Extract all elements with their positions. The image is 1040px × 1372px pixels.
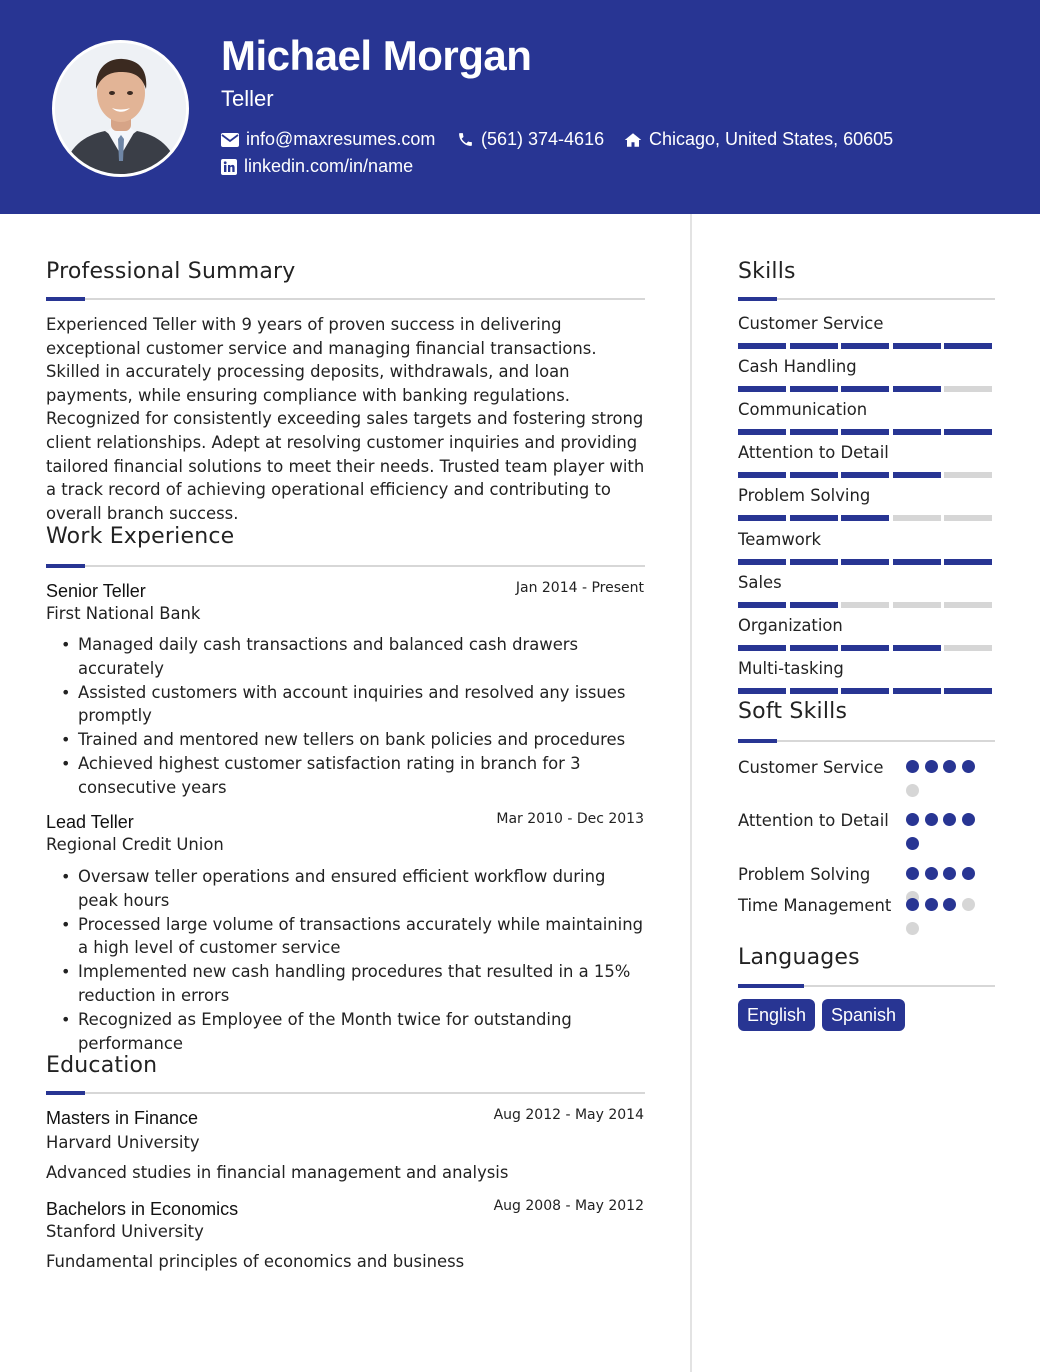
skill-segment-empty — [944, 515, 992, 521]
skill-segment-filled — [893, 559, 941, 565]
skill-segment-filled — [738, 559, 786, 565]
rating-dot-filled — [906, 760, 919, 773]
experience-heading: Work Experience — [46, 524, 235, 549]
skill-level-bar — [738, 429, 993, 435]
soft-skill-name: Problem Solving — [738, 865, 871, 884]
list-item: • Managed daily cash transactions and balanced cash drawers accurately — [56, 633, 646, 681]
skill-segment-filled — [790, 343, 838, 349]
summary-text: Experienced Teller with 9 years of proven success in delivering exceptional customer service and managing financial transactions. Skilled in accurately processing deposits, withdrawals, and loan payments, while ensuring compliance with banking regulations. Recognized for consistently exceeding sales targets and fostering strong client relationships. Adept at resolving customer inquiries and providing tailored financial solutions to meet their needs. Trusted team player with a track record of achieving operational efficiency and contributing to overall branch success. — [46, 315, 645, 523]
skill-segment-filled — [790, 645, 838, 651]
skill-level-bar — [738, 472, 993, 478]
summary-rule — [46, 298, 645, 300]
skill-segment-filled — [790, 559, 838, 565]
envelope-icon — [221, 133, 239, 147]
rating-dot-filled — [943, 867, 956, 880]
skill-name: Problem Solving — [738, 486, 871, 506]
skill-segment-filled — [738, 472, 786, 478]
degree-1: Masters in Finance — [46, 1108, 199, 1128]
list-item: • Oversaw teller operations and ensured efficient workflow during peak hours — [56, 865, 646, 913]
experience-rule — [46, 565, 645, 567]
education-heading: Education — [46, 1053, 158, 1078]
list-item: • Processed large volume of transactions accurately while maintaining a high level of customer service — [56, 913, 646, 961]
rating-dot-filled — [943, 898, 956, 911]
skill-segment-filled — [841, 343, 889, 349]
rating-dot-filled — [943, 813, 956, 826]
skill-segment-filled — [738, 688, 786, 694]
job-title-1: Senior Teller — [46, 581, 146, 601]
rating-dot-empty — [962, 898, 975, 911]
list-item: • Achieved highest customer satisfaction rating in branch for 3 consecutive years — [56, 752, 646, 800]
skill-segment-empty — [893, 602, 941, 608]
skill-name: Sales — [738, 572, 782, 592]
skill-segment-filled — [738, 645, 786, 651]
rating-dot-filled — [906, 867, 919, 880]
skill-level-bar — [738, 602, 993, 608]
skills-accent — [738, 297, 777, 301]
skill-segment-filled — [841, 645, 889, 651]
skill-name: Communication — [738, 400, 868, 420]
skill-name: Customer Service — [738, 314, 884, 333]
phone-contact[interactable] — [457, 129, 604, 150]
location-contact — [624, 129, 893, 150]
skill-segment-filled — [790, 429, 838, 435]
skill-segment-filled — [841, 472, 889, 478]
job-title: Teller — [221, 86, 274, 111]
language-badge-spanish: Spanish — [822, 999, 905, 1031]
rating-dot-filled — [906, 837, 919, 850]
experience-accent — [46, 564, 85, 568]
skill-level-bar — [738, 688, 993, 694]
job-dates-1: Jan 2014 - Present — [515, 580, 644, 596]
job-company-1: First National Bank — [46, 604, 201, 623]
rating-dot-filled — [943, 760, 956, 773]
languages-accent — [738, 984, 804, 988]
column-divider — [690, 214, 692, 1372]
skill-level-bar — [738, 386, 993, 392]
resume-header — [0, 0, 1040, 214]
candidate-name: Michael Morgan — [221, 32, 532, 79]
skill-segment-filled — [841, 386, 889, 392]
job-bullets-2 — [56, 865, 646, 1055]
school-2: Stanford University — [46, 1222, 204, 1241]
rating-dot-filled — [906, 813, 919, 826]
summary-heading: Professional Summary — [46, 259, 296, 284]
school-1: Harvard University — [46, 1133, 200, 1152]
rating-dot-filled — [925, 867, 938, 880]
rating-dot-filled — [925, 813, 938, 826]
home-icon — [624, 132, 642, 148]
skill-segment-filled — [893, 645, 941, 651]
skill-name: Cash Handling — [738, 357, 857, 377]
skill-segment-filled — [893, 386, 941, 392]
skill-level-bar — [738, 515, 993, 521]
job-title-2: Lead Teller — [46, 812, 134, 832]
skill-segment-filled — [893, 429, 941, 435]
education-rule — [46, 1092, 645, 1094]
location-text: Chicago, United States, 60605 — [649, 129, 894, 149]
profile-photo-illustration — [55, 43, 186, 174]
skill-segment-filled — [738, 386, 786, 392]
list-item: • Implemented new cash handling procedures that resulted in a 15% reduction in errors — [56, 960, 646, 1008]
education-description-1: Advanced studies in financial management and analysis — [46, 1163, 509, 1182]
skill-segment-filled — [893, 343, 941, 349]
degree-2: Bachelors in Economics — [46, 1199, 239, 1219]
education-dates-2: Aug 2008 - May 2012 — [493, 1198, 644, 1214]
skill-segment-filled — [738, 515, 786, 521]
skill-segment-filled — [738, 429, 786, 435]
skill-name: Attention to Detail — [738, 443, 889, 463]
list-item: • Trained and mentored new tellers on bank policies and procedures — [56, 728, 646, 752]
rating-dot-empty — [906, 784, 919, 797]
soft-skill-name: Customer Service — [738, 758, 884, 777]
languages-heading: Languages — [738, 945, 860, 970]
skill-segment-empty — [893, 515, 941, 521]
soft-skills-heading: Soft Skills — [738, 699, 848, 724]
skill-segment-empty — [944, 472, 992, 478]
skill-segment-filled — [841, 688, 889, 694]
skill-segment-filled — [944, 688, 992, 694]
phone-text: (561) 374-4616 — [481, 129, 605, 149]
skill-segment-filled — [738, 343, 786, 349]
summary-accent — [46, 297, 85, 301]
skill-name: Organization — [738, 615, 843, 635]
rating-dot-filled — [962, 813, 975, 826]
skill-level-bar — [738, 645, 993, 651]
linkedin-text: linkedin.com/in/name — [244, 156, 414, 176]
skill-segment-filled — [944, 343, 992, 349]
education-description-2: Fundamental principles of economics and business — [46, 1252, 465, 1271]
skill-segment-empty — [944, 602, 992, 608]
skill-segment-filled — [790, 472, 838, 478]
skill-segment-filled — [790, 602, 838, 608]
job-bullets-1 — [56, 633, 646, 800]
email-contact[interactable] — [221, 129, 435, 150]
skill-segment-empty — [944, 645, 992, 651]
rating-dot-empty — [906, 922, 919, 935]
rating-dot-filled — [906, 898, 919, 911]
skill-level-bar — [738, 343, 993, 349]
linkedin-icon — [221, 159, 237, 175]
soft-skills-accent — [738, 739, 777, 743]
skill-segment-filled — [944, 559, 992, 565]
soft-skill-name: Time Management — [738, 896, 892, 915]
list-item: • Assisted customers with account inquiries and resolved any issues promptly — [56, 681, 646, 729]
skill-segment-filled — [893, 688, 941, 694]
rating-dot-filled — [925, 760, 938, 773]
skill-segment-filled — [790, 688, 838, 694]
skill-segment-empty — [841, 602, 889, 608]
rating-dot-filled — [962, 867, 975, 880]
email-text: info@maxresumes.com — [246, 129, 436, 149]
skill-segment-empty — [944, 386, 992, 392]
soft-skill-name: Attention to Detail — [738, 811, 889, 830]
skill-segment-filled — [841, 559, 889, 565]
skills-heading: Skills — [738, 259, 796, 284]
rating-dot-filled — [925, 898, 938, 911]
language-badge-english: English — [738, 999, 815, 1031]
education-accent — [46, 1091, 85, 1095]
job-company-2: Regional Credit Union — [46, 835, 224, 854]
job-dates-2: Mar 2010 - Dec 2013 — [496, 811, 644, 827]
phone-icon — [457, 131, 474, 148]
skill-segment-filled — [790, 515, 838, 521]
skill-segment-filled — [841, 429, 889, 435]
skill-level-bar — [738, 559, 993, 565]
rating-dot-filled — [962, 760, 975, 773]
education-dates-1: Aug 2012 - May 2014 — [493, 1107, 644, 1123]
skill-segment-filled — [841, 515, 889, 521]
list-item: • Recognized as Employee of the Month twice for outstanding performance — [56, 1008, 646, 1056]
skill-segment-filled — [790, 386, 838, 392]
skill-name: Teamwork — [738, 529, 821, 549]
linkedin-contact[interactable] — [221, 156, 413, 177]
skill-name: Multi-tasking — [738, 658, 844, 678]
profile-photo — [52, 40, 189, 177]
skill-segment-filled — [738, 602, 786, 608]
skill-segment-filled — [893, 472, 941, 478]
skill-segment-filled — [944, 429, 992, 435]
